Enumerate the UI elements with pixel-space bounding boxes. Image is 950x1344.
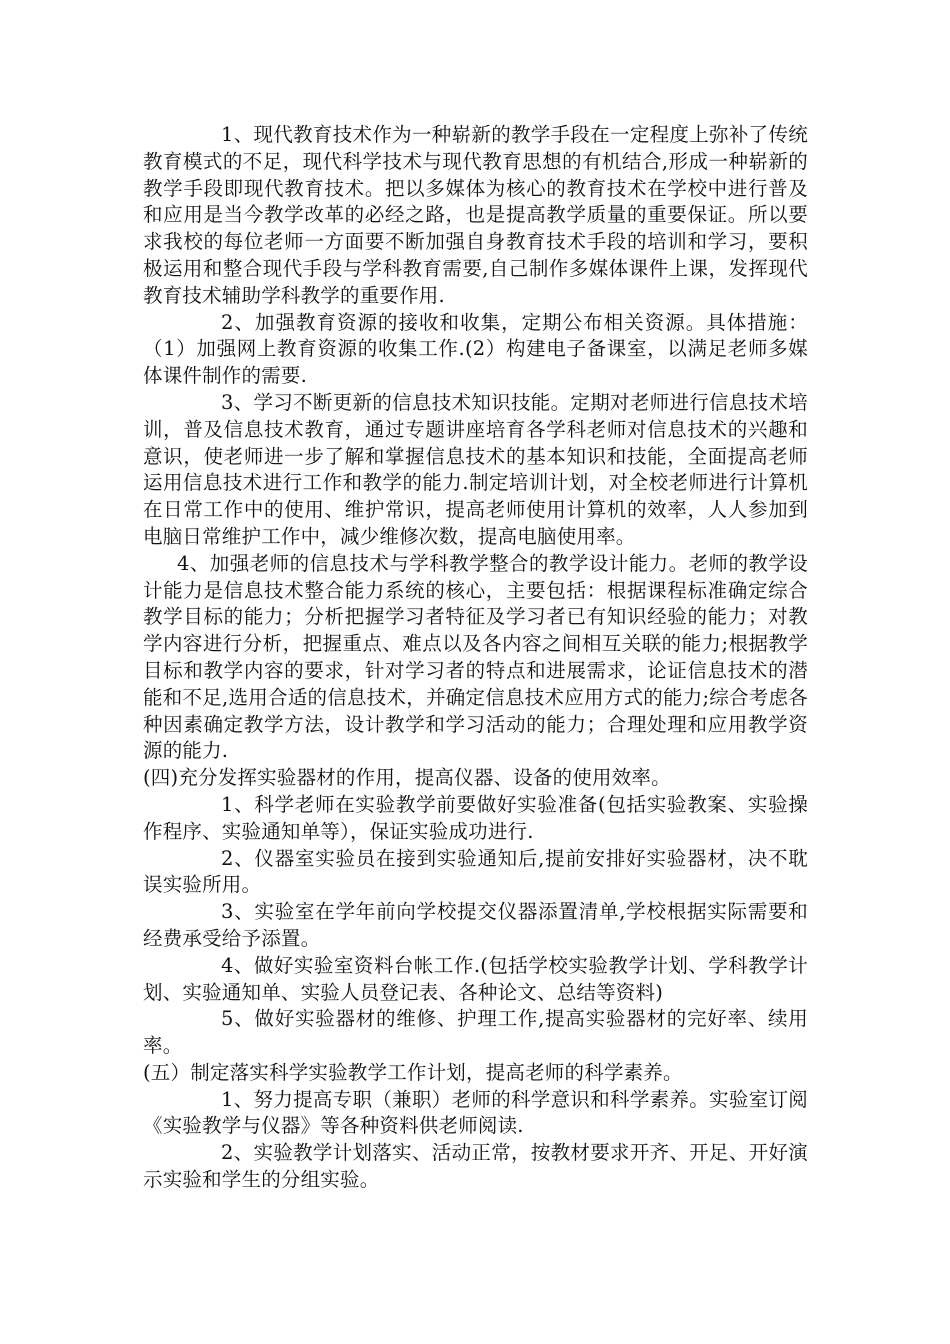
paragraph-modern-edu-tech: 1、现代教育技术作为一种崭新的教学手段在一定程度上弥补了传统教育模式的不足，现代科学技术与现代教育思想的有机结合,形成一种崭新的教学手段即现代教育技术。把以多媒体为核心的教育技术在学校中进行普及和应用是当今教学改革的必经之路，也是提高教学质量的重要保证。所以要求我校的每位老师一方面要不断加强自身教育技术手段的培训和学习，要积极运用和整合现代手段与学科教育需要,自己制作多媒体课件上课，发挥现代教育技术辅助学科教学的重要作用. bbox=[143, 123, 808, 307]
paragraph-teaching-design: 4、加强老师的信息技术与学科教学整合的教学设计能力。老师的教学设计能力是信息技术整合能力系统的核心，主要包括：根据课程标准确定综合教学目标的能力；分析把握学习者特征及学习者已有知识经验的能力；对教学内容进行分析，把握重点、难点以及各内容之间相互关联的能力;根据教学目标和教学内容的要求，针对学习者的特点和进展需求，论证信息技术的潜能和不足,选用合适的信息技术，并确定信息技术应用方式的能力;综合考虑各种因素确定教学方法，设计教学和学习活动的能力；合理处理和应用教学资源的能力. bbox=[143, 551, 808, 763]
section-heading-five: (五）制定落实科学实验教学工作计划，提高老师的科学素养。 bbox=[143, 1060, 683, 1084]
section-heading-four: (四)充分发挥实验器材的作用，提高仪器、设备的使用效率。 bbox=[143, 766, 671, 790]
paragraph-equipment-list: 3、实验室在学年前向学校提交仪器添置清单,学校根据实际需要和经费承受给予添置。 bbox=[143, 900, 808, 950]
paragraph-lab-records: 4、做好实验室资料台帐工作.(包括学校实验教学计划、学科教学计划、实验通知单、实验人员登记表、各种论文、总结等资料) bbox=[143, 953, 808, 1004]
document-body bbox=[143, 122, 808, 1194]
paragraph-lab-maintenance: 5、做好实验器材的维修、护理工作,提高实验器材的完好率、续用率。 bbox=[143, 1007, 808, 1058]
paragraph-science-literacy: 1、努力提高专职（兼职）老师的科学意识和科学素养。实验室订阅《实验教学与仪器》等各种资料供老师阅读. bbox=[143, 1087, 808, 1138]
paragraph-it-skills: 3、学习不断更新的信息技术知识技能。定期对老师进行信息技术培训，普及信息技术教育，通过专题讲座培育各学科老师对信息技术的兴趣和意识，使老师进一步了解和掌握信息技术的基本知识和技能，全面提高老师运用信息技术进行工作和教学的能力.制定培训计划，对全校老师进行计算机在日常工作中的使用、维护常识，提高老师使用计算机的效率，人人参加到电脑日常维护工作中，减少维修次数，提高电脑使用率。 bbox=[143, 390, 808, 548]
paragraph-lab-prep: 1、科学老师在实验教学前要做好实验准备(包括实验教案、实验操作程序、实验通知单等），保证实验成功进行. bbox=[143, 792, 808, 843]
paragraph-lab-plan: 2、实验教学计划落实、活动正常，按教材要求开齐、开足、开好演示实验和学生的分组实验。 bbox=[143, 1141, 808, 1192]
paragraph-edu-resources: 2、加强教育资源的接收和收集，定期公布相关资源。具体措施：（1）加强网上教育资源的收集工作.(2）构建电子备课室，以满足老师多媒体课件制作的需要. bbox=[143, 310, 808, 388]
paragraph-lab-staff: 2、仪器室实验员在接到实验通知后,提前安排好实验器材，决不耽误实验所用。 bbox=[143, 846, 808, 897]
